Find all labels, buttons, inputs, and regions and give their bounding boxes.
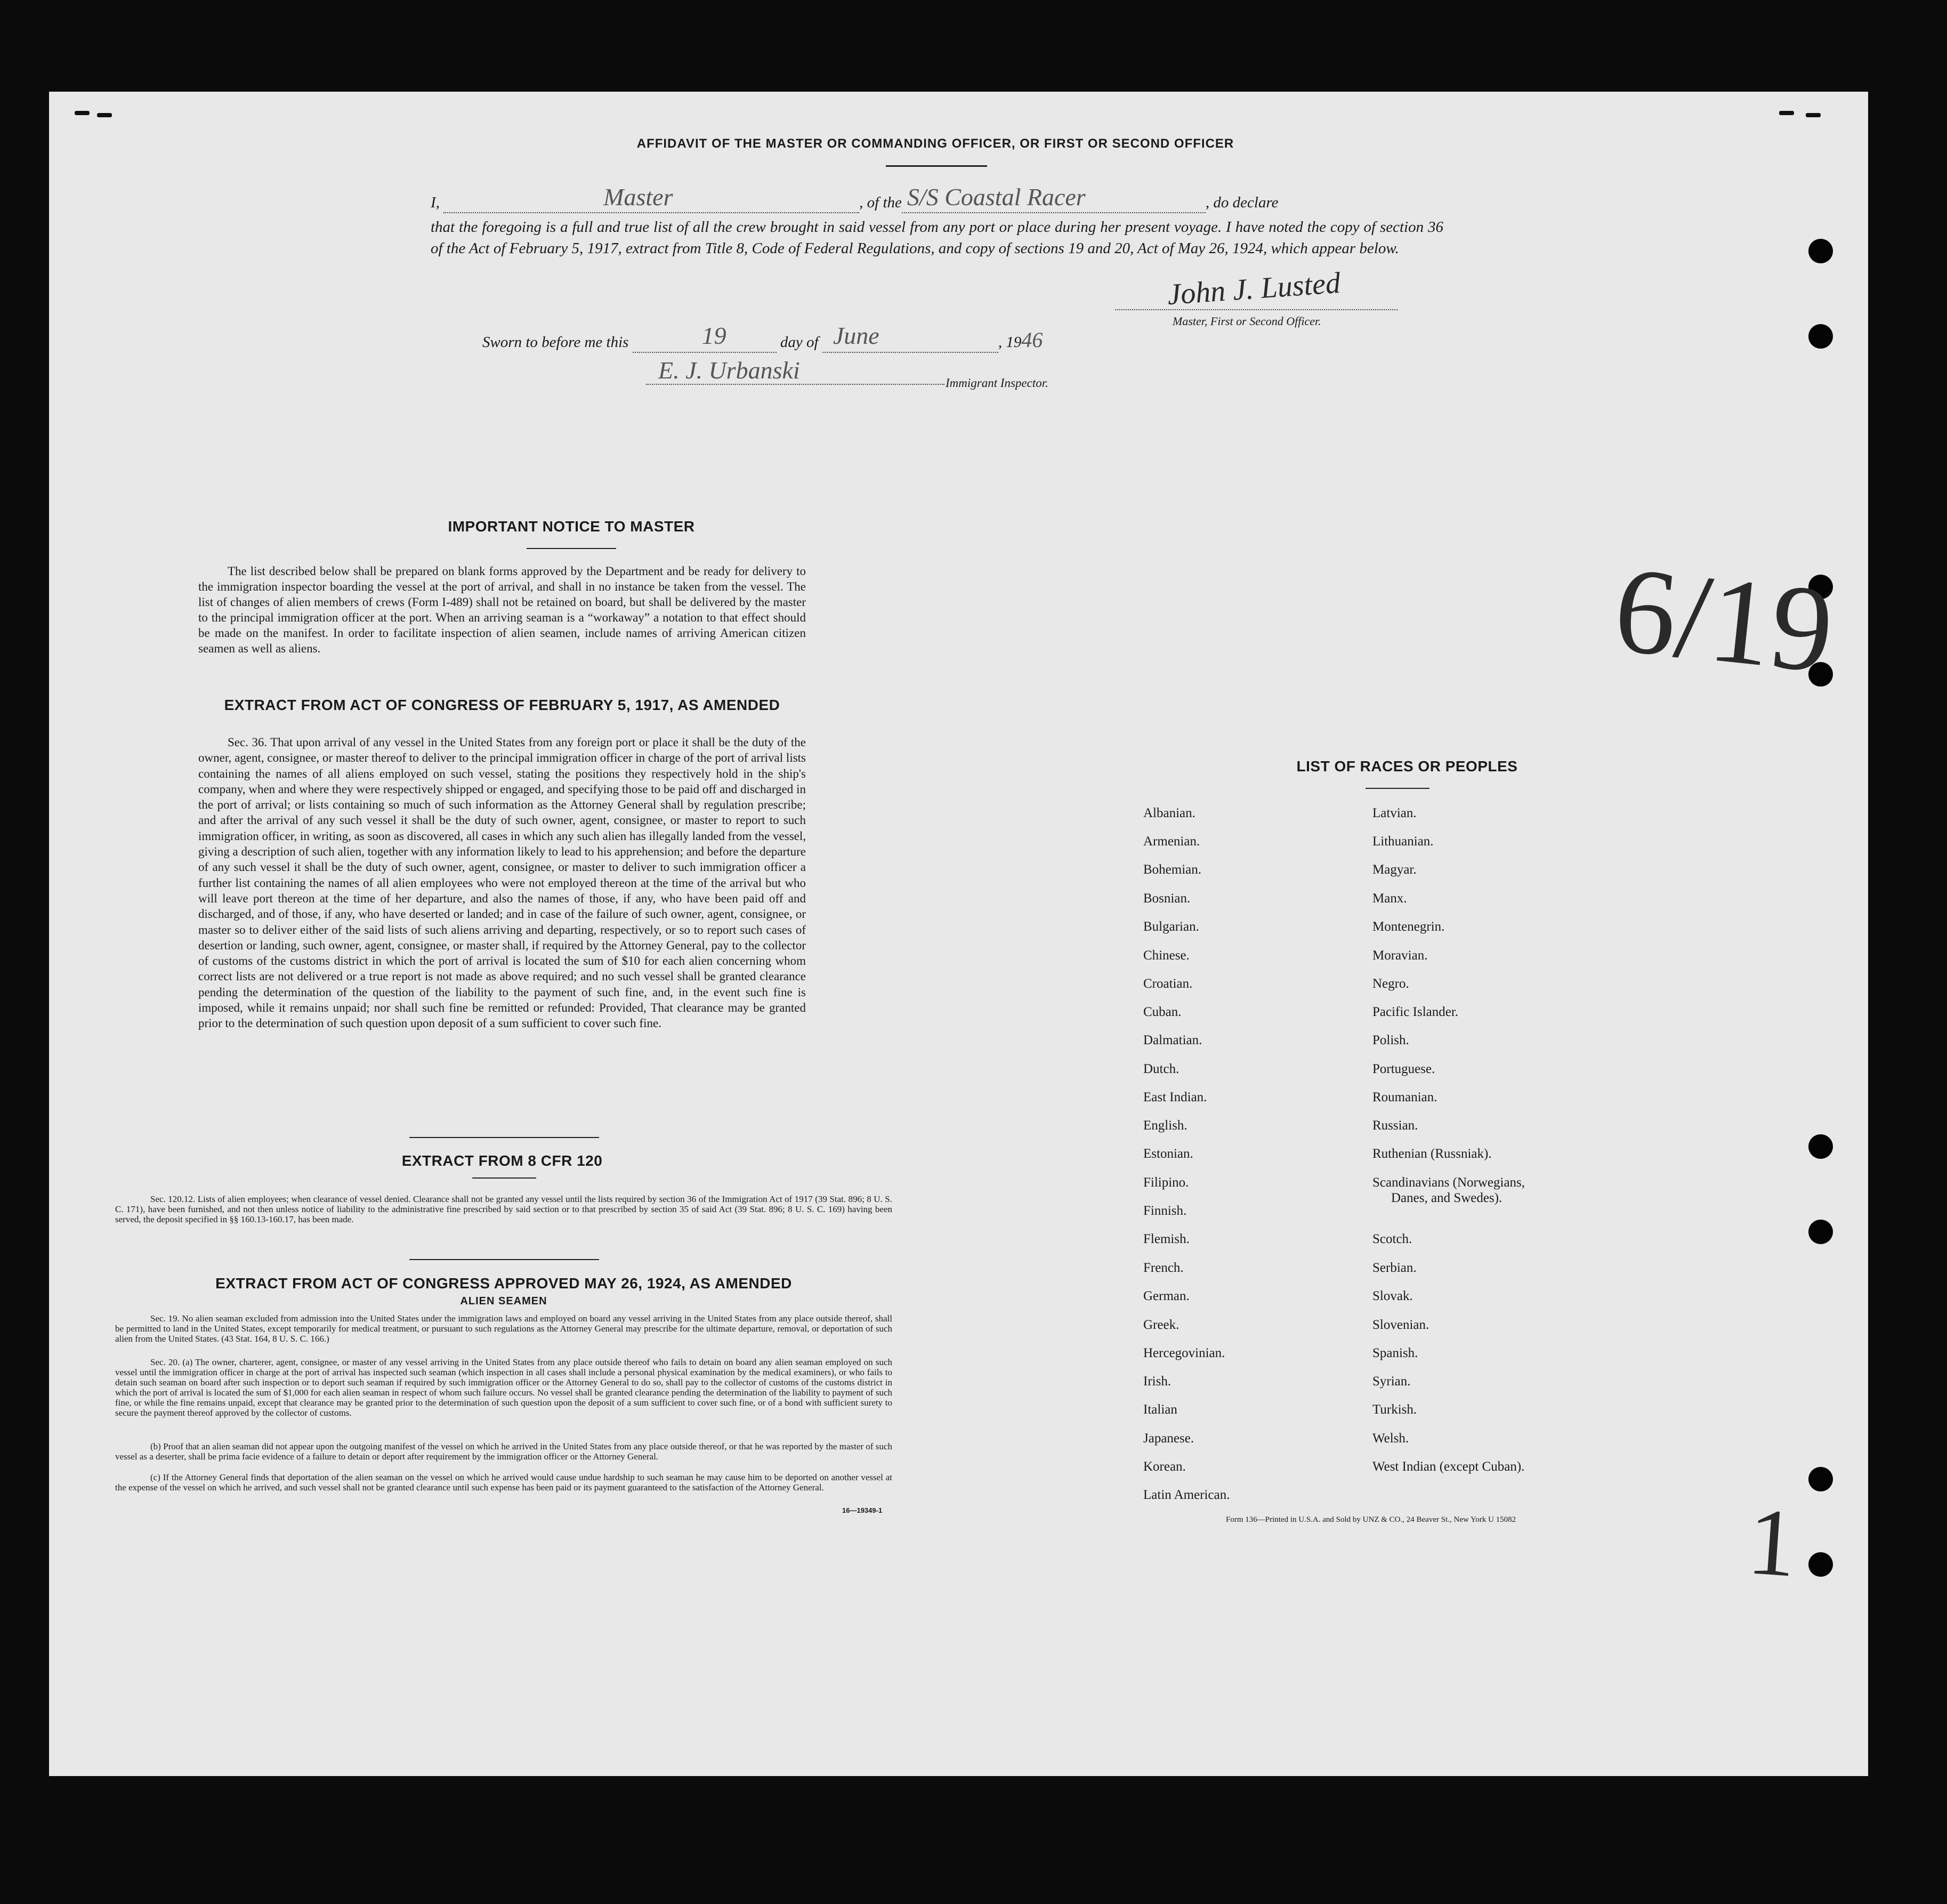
race-item: Slovenian. [1372,1318,1429,1332]
punch-hole [1808,1134,1833,1159]
race-item: Montenegrin. [1372,919,1445,934]
race-item: Hercegovinian. [1143,1346,1225,1360]
affidavit-first-line [431,183,1443,213]
section-20b-text: (b) Proof that an alien seaman did not appear upon the outgoing manifest of the vessel on which he arrived in the United States from any place outside thereof, or that he was reported by the master of such vessel as a deserter, shall be prima facie evidence of a failure to detain or deport after requirement by the immigration officer or the Attorney General. [115,1441,892,1462]
handwritten-year: 46 [1021,328,1043,352]
inspector-signature: E. J. Urbanski [658,357,800,384]
race-item: French. [1143,1261,1184,1275]
race-item: Japanese. [1143,1431,1194,1446]
punch-hole [1808,1220,1833,1244]
race-item: Magyar. [1372,862,1417,877]
race-item: English. [1143,1118,1187,1133]
month-blank [822,322,998,353]
form-number: 16—19349-1 [842,1506,883,1514]
master-signature: John J. Lusted [1166,266,1342,312]
corner-mark-left-2 [97,113,112,117]
race-item: Roumanian. [1372,1090,1437,1104]
inspector-caption: Immigrant Inspector. [946,376,1048,390]
race-item: Slovak. [1372,1289,1413,1303]
section-19-text: Sec. 19. No alien seaman excluded from admission into the United States under the immigration laws and employed on board any vessel arriving in the United States from any place outside thereof, shall be permitted to land in the United States, except temporarily for medical treatment, or pursuant to such regulations as the Attorney General may prescribe for the ultimate departure, removal, or deportation of such alien from the United States. (43 Stat. 164, 8 U. S. C. 166.) [115,1313,892,1344]
race-item: Flemish. [1143,1232,1190,1246]
title-rule [886,165,987,167]
race-item: Chinese. [1143,948,1190,963]
race-item: Irish. [1143,1374,1172,1389]
race-item: Bosnian. [1143,891,1191,906]
race-item: Turkish. [1372,1402,1417,1417]
race-item: Albanian. [1143,806,1195,820]
race-item: Estonian. [1143,1147,1193,1161]
race-item: Syrian. [1372,1374,1411,1389]
punch-hole [1808,324,1833,349]
handwritten-month: June [833,322,879,349]
race-item: Portuguese. [1372,1062,1435,1076]
race-item: Filipino. [1143,1175,1189,1190]
punch-hole [1808,1552,1833,1577]
race-item: Bulgarian. [1143,919,1199,934]
section-20a-text: Sec. 20. (a) The owner, charterer, agent, consignee, or master of any vessel arriving in the United States from any place outside thereof who fails to detain on board any alien seaman employed on such vessel until the immigration officer in charge at the port of arrival has inspected such seaman (which inspection in all cases shall include a personal physical examination by the medical examiners), or who fails to detain such seaman on board after such inspection or to deport such seaman if required by such immigration officer or the Attorney General to do so, shall pay to the collector of customs of the customs district in which the port of arrival is located the sum of $1,000 for each alien seaman in respect of whom such failure occurs. No vessel shall be granted clearance pending the determination of the liability to payment of such fine, or while the fine remains unpaid, except that clearance may be granted prior to the determination of such question upon the deposit of a sum sufficient to cover such fine, or of a bond with sufficient surety to secure the payment thereof approved by the collector of customs. [115,1357,892,1418]
cfr-text: Sec. 120.12. Lists of alien employees; when clearance of vessel denied. Clearance shall not be granted any vessel until the lists required by section 36 of the Immigration Act of 1917 (39 Stat. 896; 8 U. S. C. 171), have been furnished, and not then unless notice of liability to the administrative fine prescribed by said section or to that prescribed by section 35 of said Act (39 Stat. 896; 8 U. S. C. 169) having been served, the deposit specified in §§ 160.13-160.17, has been made. [115,1194,892,1224]
day-blank [633,322,777,353]
race-item: Ruthenian (Russniak). [1372,1147,1492,1161]
races-rule [1366,788,1429,789]
punch-hole [1808,239,1833,263]
race-item: Danes, and Swedes). [1391,1191,1502,1205]
race-item: East Indian. [1143,1090,1207,1104]
i-label: I, [431,194,440,211]
race-item: Pacific Islander. [1372,1005,1459,1019]
race-item: Korean. [1143,1459,1186,1474]
races-title: LIST OF RACES OR PEOPLES [1296,758,1518,774]
race-item: Moravian. [1372,948,1428,963]
race-item: Scotch. [1372,1232,1412,1246]
extract-1917-title: EXTRACT FROM ACT OF CONGRESS OF FEBRUARY 5, 1917, AS AMENDED [224,697,780,713]
of-the-label: , of the [859,194,902,211]
corner-mark-right-2 [1806,113,1821,117]
race-item: Latin American. [1143,1488,1230,1502]
punch-hole [1808,1467,1833,1491]
handwritten-vessel: S/S Coastal Racer [907,183,1086,211]
name-blank [443,183,859,213]
sworn-line [482,322,1043,353]
race-item: Manx. [1372,891,1407,906]
divider [409,1137,599,1138]
form-footer: Form 136—Printed in U.S.A. and Sold by UNZ & CO., 24 Beaver St., New York U 15082 [1226,1515,1516,1524]
race-item: Polish. [1372,1033,1409,1047]
corner-mark-left [75,111,90,115]
cfr-rule [472,1177,536,1179]
corner-mark-right [1779,111,1794,115]
race-item: Lithuanian. [1372,834,1434,849]
section-20c-text: (c) If the Attorney General finds that deportation of the alien seaman on the vessel on which he arrived would cause undue hardship to such seaman he may cause him to be deported on another vessel at the expense of the vessel on which he arrived, and such vessel shall not be granted clearance until such expense has been paid or its payment guaranteed to the satisfaction of the Attorney General. [115,1472,892,1492]
notice-text: The list described below shall be prepared on blank forms approved by the Department and be ready for delivery to the immigration inspector boarding the vessel at the port of arrival, and shall in no instance be taken from the vessel. The list of changes of alien members of crews (Form I-489) shall not be retained on board, but shall be delivered by the master to the principal immigration officer at the port. When an arriving seaman is a “workaway” a notation to that effect should be made on the manifest. In order to facilitate inspection of alien seamen, include names of arriving American citizen seamen as well as aliens. [198,564,806,655]
race-item: Greek. [1143,1318,1179,1332]
race-item: Croatian. [1143,977,1193,991]
race-item: Cuban. [1143,1005,1182,1019]
race-item: West Indian (except Cuban). [1372,1459,1525,1474]
race-item: Bohemian. [1143,862,1202,877]
sworn-label: Sworn to before me this [482,334,629,351]
race-item: Latvian. [1372,806,1417,820]
extract-1917-text: Sec. 36. That upon arrival of any vessel in the United States from any foreign port or place it shall be the duty of the owner, agent, consignee, or master thereof to deliver to the principal immigration officer in charge of the port of arrival lists containing the names of all aliens employed on such vessel, stating the positions they respectively hold in the ship's company, when and where they were respectively shipped or engaged, and specifying those to be paid off and discharged in the port of arrival; or lists containing so much of such information as the Attorney General shall by regulation prescribe; and after the arrival of any such vessel it shall be the duty of such owner, agent, consignee, or master to report to such immigration officer, in writing, as soon as discovered, all cases in which any such alien has illegally landed from the vessel, giving a description of such alien, together with any information likely to lead to his apprehension; and before the departure of any such vessel it shall be the duty of such owner, agent, consignee, or master to deliver to such immigration officer a further list containing the names of all alien employees who were not employed thereon at the time of the arrival but who will leave port thereon at the time of her departure, and also the names of those, if any, who have been paid off and discharged, and of those, if any, who have deserted or landed; and in case of the failure of such owner, agent, consignee, or master so to deliver either of the said lists of such aliens arriving and departing, respectively, or so to report such cases of desertion or landing, such owner, agent, consignee, or master shall, if required by the Attorney General, pay to the collector of customs of the customs district in which the port of arrival is located the sum of $10 for each alien concerning whom correct lists are not delivered or a true report is not made as above required; and no such vessel shall be granted clearance pending the determination of the question of the liability to the payment of such fine, and, in the event such fine is imposed, while it remains unpaid; nor shall such fine be remitted or refunded: Provided, That clearance may be granted prior to the determination of such question upon deposit of a sum sufficient to cover such fine. [198,736,806,1030]
master-caption: Master, First or Second Officer. [1173,314,1321,328]
race-item: Dutch. [1143,1062,1179,1076]
oath-text: that the foregoing is a full and true list of all the crew brought in said vessel from any port or place during her present voyage. I have noted the copy of section 36 of the Act of February 5, 1917, extract from Title 8, Code of Federal Regulations, and copy of sections 19 and 20, Act of May 26, 1924, which appear below. [431,219,1443,257]
notice-title: IMPORTANT NOTICE TO MASTER [448,518,695,535]
affidavit-title: AFFIDAVIT OF THE MASTER OR COMMANDING OFFICER, OR FIRST OR SECOND OFFICER [636,136,1234,151]
race-item: Russian. [1372,1118,1418,1133]
cfr-title: EXTRACT FROM 8 CFR 120 [401,1152,603,1169]
race-item: Negro. [1372,977,1409,991]
extract-1924-subtitle: ALIEN SEAMEN [460,1295,547,1307]
handwritten-date-note: 6/19 [1608,540,1840,699]
day-of-label: day of [780,334,819,351]
divider [409,1259,599,1260]
race-item: Welsh. [1372,1431,1409,1446]
race-item: Finnish. [1143,1204,1187,1218]
race-item: Italian [1143,1402,1177,1417]
race-item: Dalmatian. [1143,1033,1202,1047]
race-item: Scandinavians (Norwegians, [1372,1175,1525,1190]
year-prefix: , 19 [998,334,1022,351]
handwritten-tick: 1 [1744,1488,1800,1597]
signature-line [1115,309,1397,310]
declare-label: , do declare [1205,194,1279,211]
notice-rule [527,548,616,549]
race-item: Armenian. [1143,834,1200,849]
race-item: Serbian. [1372,1261,1417,1275]
race-item: German. [1143,1289,1190,1303]
handwritten-day: 19 [701,322,726,349]
vessel-blank [902,183,1206,213]
race-item: Spanish. [1372,1346,1418,1360]
extract-1924-title: EXTRACT FROM ACT OF CONGRESS APPROVED MAY 26, 1924, AS AMENDED [215,1275,792,1292]
handwritten-master: Master [603,183,673,211]
